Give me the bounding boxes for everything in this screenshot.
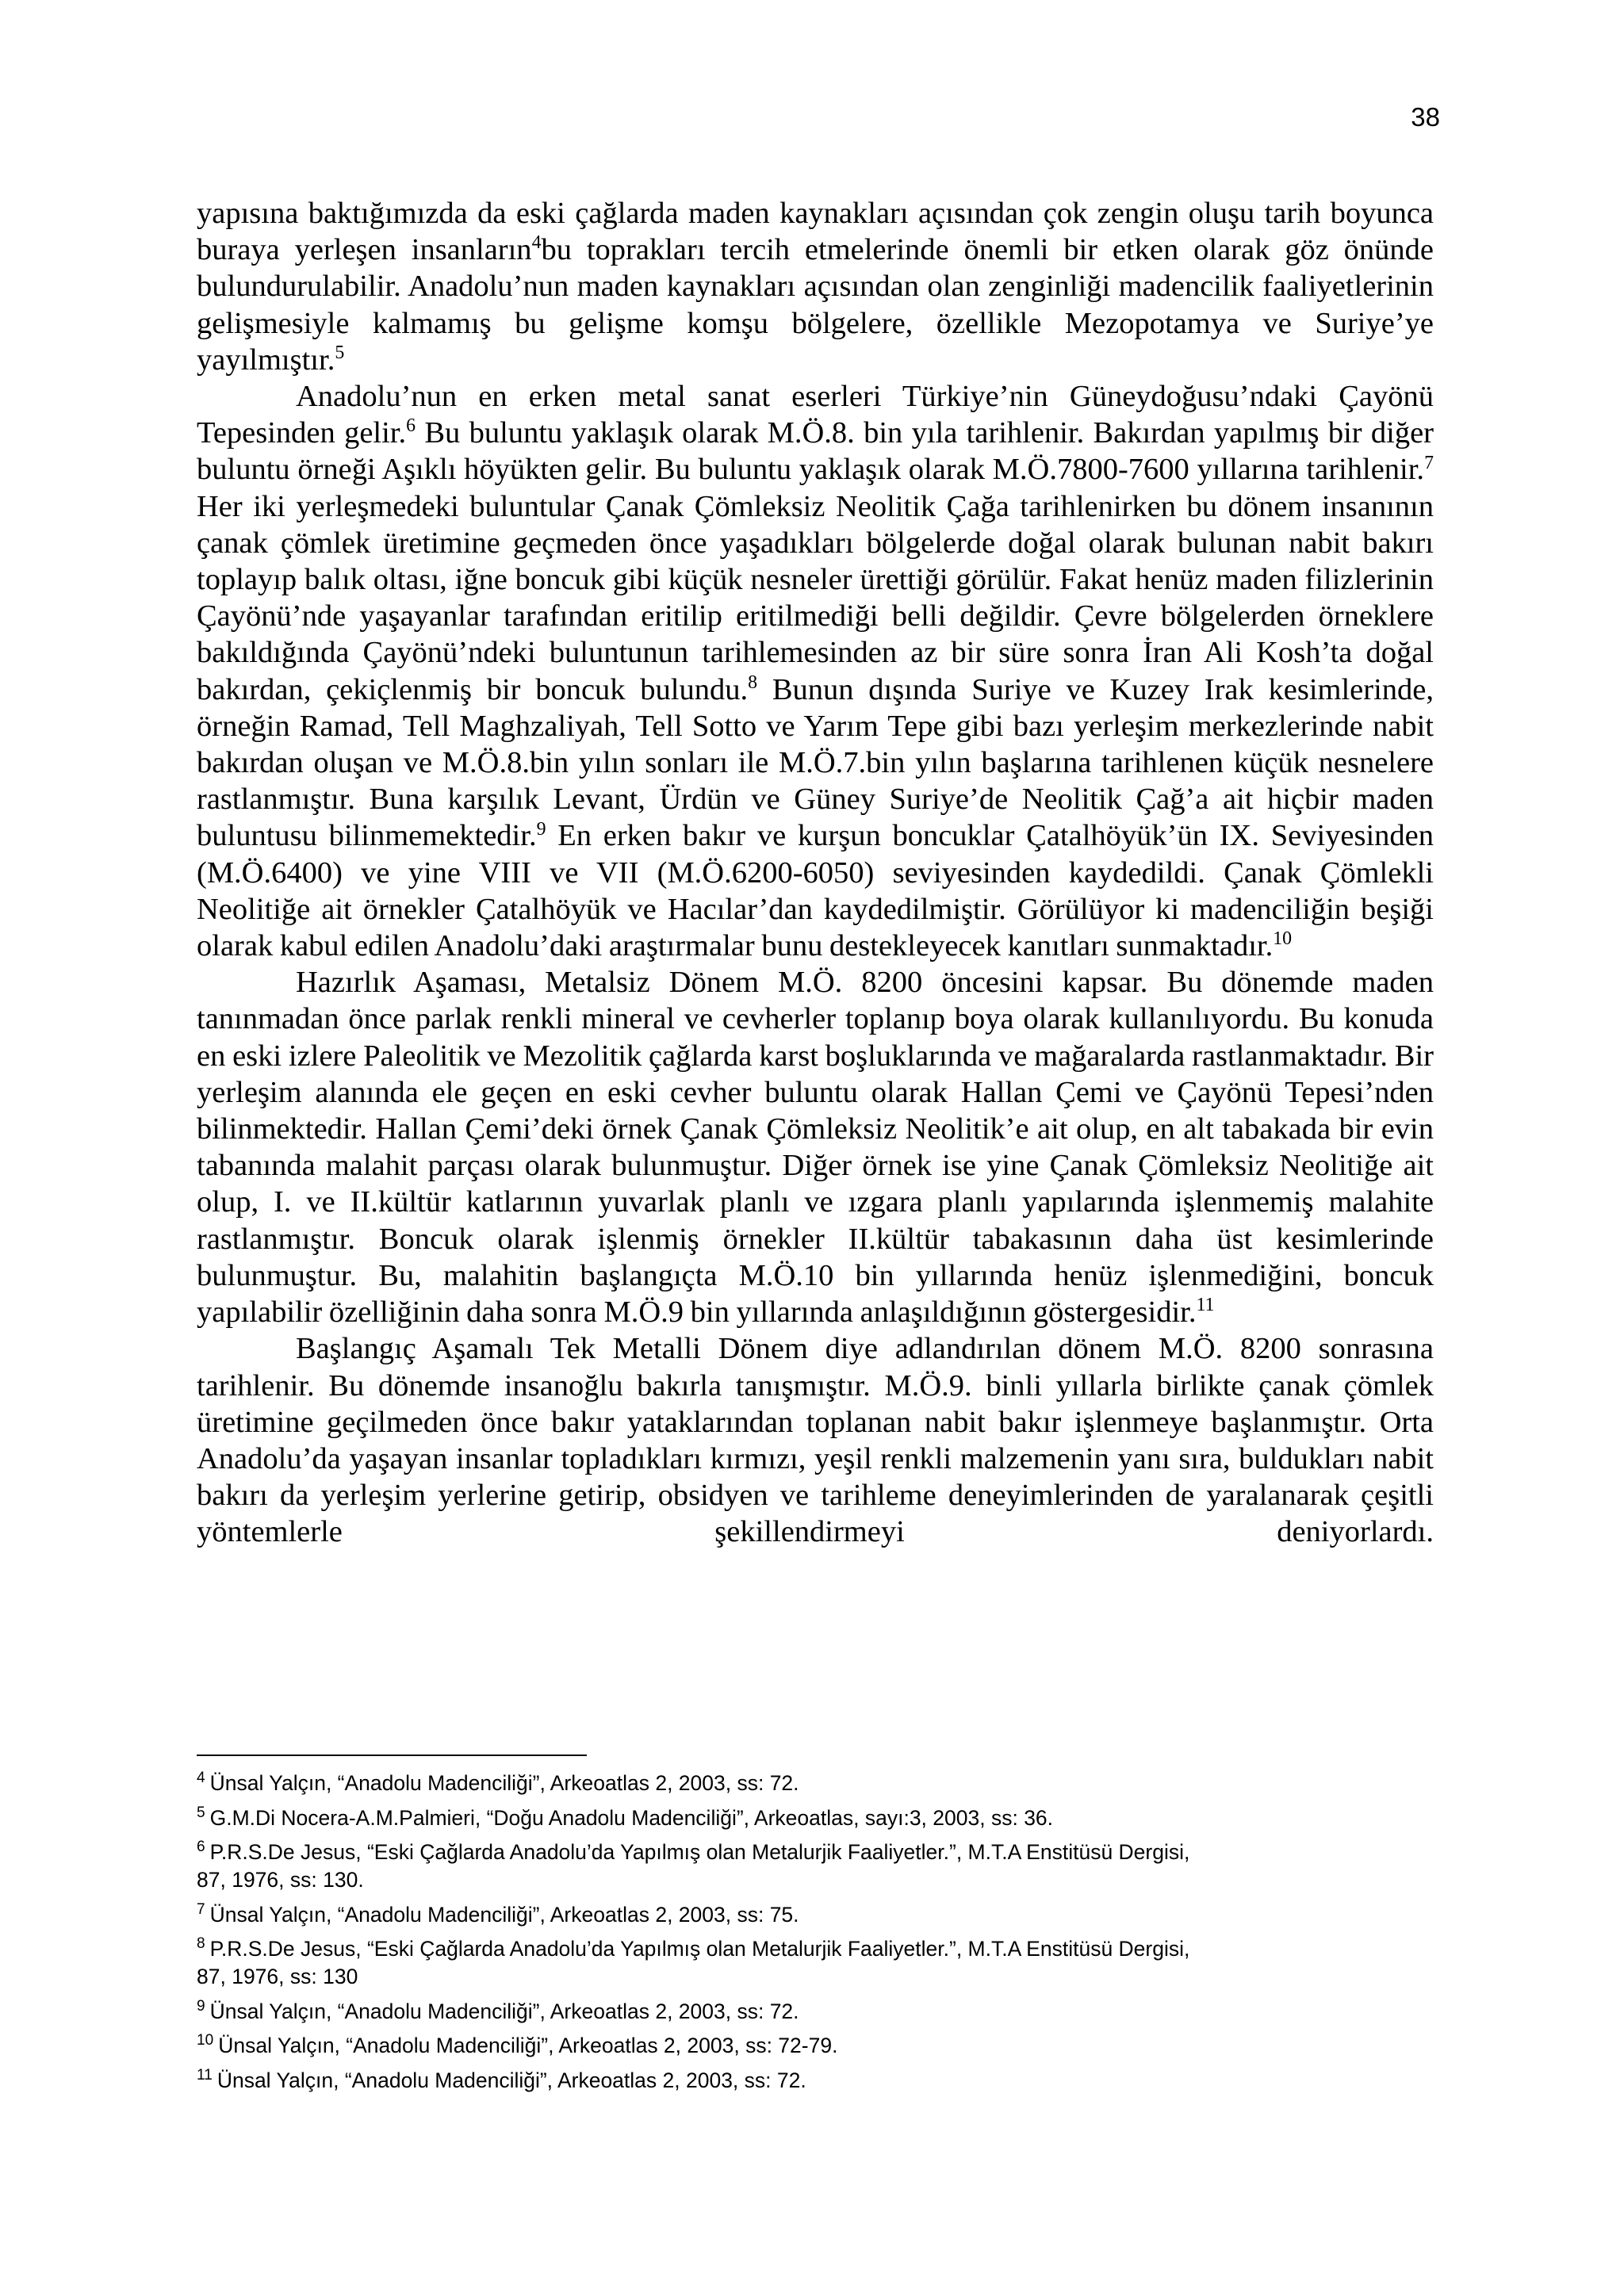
- footnote: [197, 1804, 1434, 1832]
- footnotes: [197, 1770, 1434, 2101]
- footnote-number: 11: [197, 2066, 213, 2084]
- paragraph-text: yapısına baktığımızda da eski çağlarda maden kaynakları açısından çok zengin oluşu tarih boyunca buraya yerleşen insanların: [197, 197, 1434, 267]
- footnote: [197, 1998, 1434, 2026]
- paragraph: [197, 378, 1434, 964]
- footnote: [197, 1901, 1434, 1929]
- footnote-continuation: 87, 1976, ss: 130.: [197, 1868, 364, 1892]
- footnote: [197, 1770, 1434, 1797]
- footnote-reference: 6: [406, 415, 416, 437]
- footnote-text: Ünsal Yalçın, “Anadolu Madenciliği”, Arkeoatlas 2, 2003, ss: 72-79.: [218, 2034, 838, 2057]
- paragraph: [197, 195, 1434, 378]
- footnote-text: P.R.S.De Jesus, “Eski Çağlarda Anadolu’da Yapılmış olan Metalurjik Faaliyetler.”, M.T.A Enstitüsü Dergisi,: [209, 1840, 1190, 1864]
- footnote-number: 5: [197, 1804, 205, 1821]
- body-text: [197, 195, 1434, 1551]
- paragraph-text: bu toprakları tercih etmelerinde önemli bir etken olarak göz önünde bulundurulabilir. Anadolu’nun maden kaynakları açısından olan zenginliği madencilik faaliyetlerinin gelişmesiyle kalmamış bu gelişme komşu bölgelere, özellikle Mezopotamya ve Suriye’ye yayılmıştır.: [197, 233, 1434, 377]
- paragraph-text: Her iki yerleşmedeki buluntular Çanak Çömleksiz Neolitik Çağa tarihlenirken bu dönem insanının çanak çömlek üretimine geçmeden önce yaşadıkları bölgelerde doğal olarak bulunan nabit bakırı toplayıp balık oltası, iğne boncuk gibi küçük nesneler ürettiği görülür. Fakat henüz maden filizlerinin Çayönü’nde yaşayanlar tarafından eritilip eritilmediği belli değildir. Çevre bölgelerden örneklere bakıldığında Çayönü’ndeki buluntunun tarihlemesinden az bir süre sonra İran Ali Kosh’ta doğal bakırdan, çekiçlenmiş bir boncuk bulundu.: [197, 489, 1434, 706]
- paragraph-text: Anadolu’nun en erken metal sanat eserleri Türkiye’nin Güneydoğusu’ndaki Çayönü Tepesinden gelir.: [197, 380, 1434, 450]
- page-number: 38: [1411, 102, 1440, 132]
- footnote-separator: [197, 1755, 587, 1756]
- footnote-continuation: 87, 1976, ss: 130: [197, 1965, 358, 1988]
- footnote-number: 10: [197, 2032, 214, 2049]
- paragraph-text: En erken bakır ve kurşun boncuklar Çatalhöyük’ün IX. Seviyesinden (M.Ö.6400) ve yine VIII ve VII (M.Ö.6200-6050) seviyesinden kaydedildi. Çanak Çömlekli Neolitiğe ait örnekler Çatalhöyük ve Hacılar’dan kaydedilmiştir. Görülüyor ki madenciliğin beşiği olarak kabul edilen Anadolu’daki araştırmalar bunu destekleyecek kanıtları sunmaktadır.: [197, 819, 1434, 963]
- paragraph: [197, 1330, 1434, 1550]
- footnote-text: Ünsal Yalçın, “Anadolu Madenciliği”, Arkeoatlas 2, 2003, ss: 75.: [209, 1902, 799, 1927]
- paragraph-text: Bu buluntu yaklaşık olarak M.Ö.8. bin yıla tarihlenir. Bakırdan yapılmış bir diğer buluntu örneği Aşıklı höyükten gelir. Bu buluntu yaklaşık olarak M.Ö.7800-7600 yıllarına tarihlenir.: [197, 416, 1434, 487]
- paragraph-text: Bunun dışında Suriye ve Kuzey Irak kesimlerinde, örneğin Ramad, Tell Maghzaliyah, Tell Sotto ve Yarım Tepe gibi bazı yerleşim merkezlerinde nabit bakırdan oluşan ve M.Ö.8.bin yılın sonları ile M.Ö.7.bin yılın başlarına tarihlenen küçük nesnelere rastlanmıştır. Buna karşılık Levant, Ürdün ve Güney Suriye’de Neolitik Çağ’a ait hiçbir maden buluntusu bilinmemektedir.: [197, 672, 1434, 853]
- footnote: [197, 2032, 1434, 2060]
- footnote-number: 7: [197, 1900, 205, 1918]
- footnote-reference: 4: [531, 232, 542, 254]
- paragraph-text: Başlangıç Aşamalı Tek Metalli Dönem diye adlandırılan dönem M.Ö. 8200 sonrasına tarihlenir. Bu dönemde insanoğlu bakırla tanışmıştır. M.Ö.9. binli yıllarla birlikte çanak çömlek üretimine geçilmeden önce bakır yataklarından toplanan nabit bakır işlenmeye başlanmıştır. Orta Anadolu’da yaşayan insanlar topladıkları kırmızı, yeşil renkli malzemenin yanı sıra, buldukları nabit bakırı da yerleşim yerlerine getirip, obsidyen ve tarihleme deneyimlerinden de yaralanarak çeşitli yöntemlerle şekillendirmeyi deniyorlardı.: [197, 1332, 1434, 1549]
- footnote-text: Ünsal Yalçın, “Anadolu Madenciliği”, Arkeoatlas 2, 2003, ss: 72.: [209, 1771, 799, 1795]
- footnote-reference: 9: [536, 818, 546, 840]
- paragraph: [197, 964, 1434, 1330]
- footnote-text: Ünsal Yalçın, “Anadolu Madenciliği”, Arkeoatlas 2, 2003, ss: 72.: [216, 2068, 806, 2092]
- footnote-reference: 11: [1196, 1295, 1215, 1316]
- footnote-number: 6: [197, 1839, 205, 1856]
- footnote-reference: 8: [748, 672, 758, 693]
- footnote: [197, 1839, 1434, 1894]
- footnote-text: G.M.Di Nocera-A.M.Palmieri, “Doğu Anadolu Madenciliği”, Arkeoatlas, sayı:3, 2003, ss: 36.: [209, 1805, 1054, 1830]
- footnote-number: 8: [197, 1935, 205, 1953]
- footnote-number: 4: [197, 1770, 205, 1787]
- footnote-reference: 7: [1424, 452, 1434, 473]
- footnote-reference: 10: [1273, 928, 1293, 950]
- footnote: [197, 2067, 1434, 2095]
- footnote-text: Ünsal Yalçın, “Anadolu Madenciliği”, Arkeoatlas 2, 2003, ss: 72.: [209, 1999, 799, 2023]
- footnote-number: 9: [197, 1997, 205, 2015]
- paragraph-text: Hazırlık Aşaması, Metalsiz Dönem M.Ö. 8200 öncesini kapsar. Bu dönemde maden tanınmadan önce parlak renkli mineral ve cevherler toplanıp boya olarak kullanılıyordu. Bu konuda en eski izlere Paleolitik ve Mezolitik çağlarda karst boşluklarında ve mağaralarda rastlanmaktadır. Bir yerleşim alanında ele geçen en eski cevher buluntu olarak Hallan Çemi ve Çayönü Tepesi’nden bilinmektedir. Hallan Çemi’deki örnek Çanak Çömleksiz Neolitik’e ait olup, en alt tabakada bir evin tabanında malahit parçası olarak bulunmuştur. Diğer örnek ise yine Çanak Çömleksiz Neolitiğe ait olup, I. ve II.kültür katlarının yuvarlak planlı ve ızgara planlı yapılarında işlenmemiş malahite rastlanmıştır. Boncuk olarak işlenmiş örnekler II.kültür tabakasının daha üst kesimlerinde bulunmuştur. Bu, malahitin başlangıçta M.Ö.10 bin yıllarında henüz işlenmediğini, boncuk yapılabilir özelliğinin daha sonra M.Ö.9 bin yıllarında anlaşıldığının göstergesidir.: [197, 966, 1434, 1330]
- footnote-reference: 5: [335, 342, 345, 363]
- footnote: [197, 1935, 1434, 1991]
- footnote-text: P.R.S.De Jesus, “Eski Çağlarda Anadolu’da Yapılmış olan Metalurjik Faaliyetler.”, M.T.A Enstitüsü Dergisi,: [209, 1937, 1190, 1961]
